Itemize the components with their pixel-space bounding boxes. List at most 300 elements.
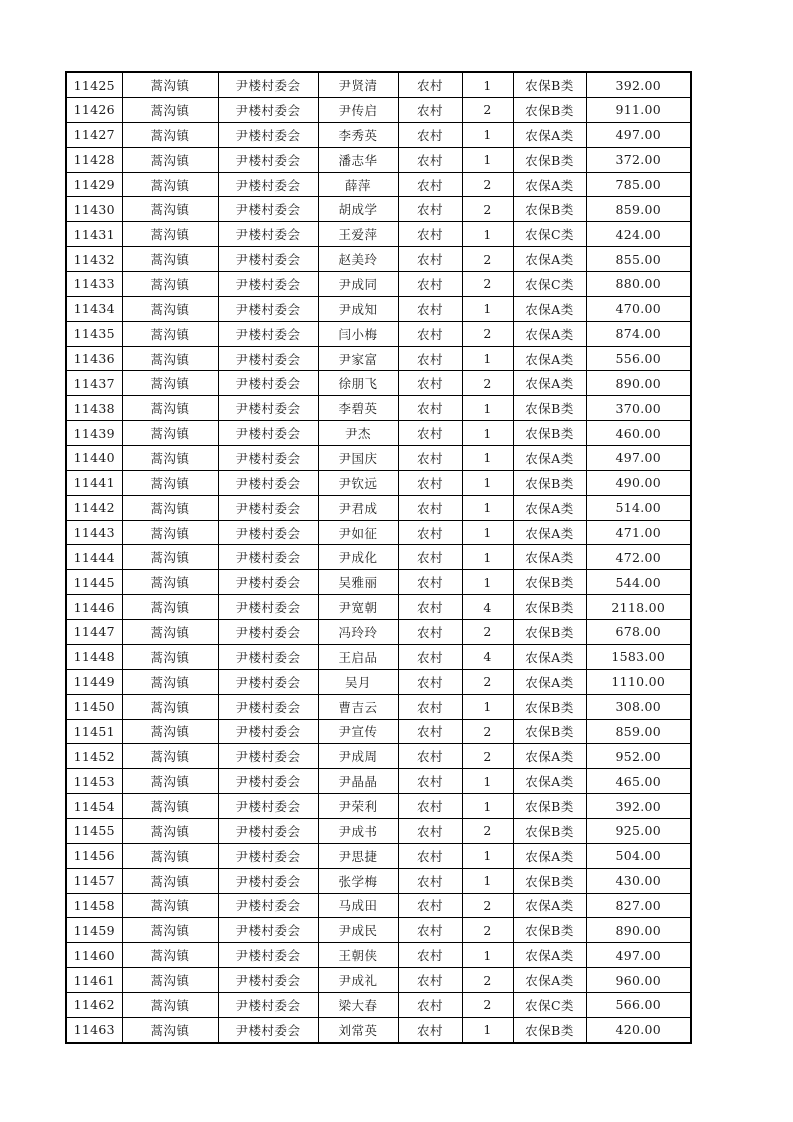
cell-insurance_category: 农保B类 <box>513 918 586 943</box>
cell-id: 11463 <box>66 1017 122 1043</box>
cell-insurance_category: 农保A类 <box>513 520 586 545</box>
table-row <box>66 868 691 893</box>
cell-residence: 农村 <box>398 421 462 446</box>
cell-name: 尹贤清 <box>318 72 398 98</box>
cell-name: 尹如征 <box>318 520 398 545</box>
cell-id: 11444 <box>66 545 122 570</box>
cell-residence: 农村 <box>398 744 462 769</box>
cell-village: 尹楼村委会 <box>218 72 318 98</box>
cell-village: 尹楼村委会 <box>218 421 318 446</box>
cell-village: 尹楼村委会 <box>218 296 318 321</box>
table-row <box>66 570 691 595</box>
cell-name: 闫小梅 <box>318 321 398 346</box>
cell-residence: 农村 <box>398 669 462 694</box>
cell-village: 尹楼村委会 <box>218 272 318 297</box>
cell-name: 吴月 <box>318 669 398 694</box>
cell-town: 蒿沟镇 <box>122 620 218 645</box>
cell-id: 11453 <box>66 769 122 794</box>
cell-id: 11429 <box>66 172 122 197</box>
cell-insurance_category: 农保B类 <box>513 868 586 893</box>
cell-residence: 农村 <box>398 98 462 123</box>
cell-household_count: 1 <box>462 868 513 893</box>
cell-village: 尹楼村委会 <box>218 644 318 669</box>
cell-id: 11457 <box>66 868 122 893</box>
cell-id: 11438 <box>66 396 122 421</box>
cell-name: 潘志华 <box>318 147 398 172</box>
cell-residence: 农村 <box>398 396 462 421</box>
cell-insurance_category: 农保B类 <box>513 818 586 843</box>
cell-id: 11431 <box>66 222 122 247</box>
table-row <box>66 1017 691 1043</box>
cell-amount: 925.00 <box>586 818 691 843</box>
cell-insurance_category: 农保B类 <box>513 72 586 98</box>
cell-name: 尹成知 <box>318 296 398 321</box>
cell-residence: 农村 <box>398 545 462 570</box>
table-row <box>66 495 691 520</box>
table-row <box>66 644 691 669</box>
cell-household_count: 1 <box>462 122 513 147</box>
cell-amount: 472.00 <box>586 545 691 570</box>
cell-residence: 农村 <box>398 495 462 520</box>
cell-household_count: 1 <box>462 545 513 570</box>
table-row <box>66 98 691 123</box>
cell-id: 11434 <box>66 296 122 321</box>
cell-town: 蒿沟镇 <box>122 843 218 868</box>
cell-id: 11451 <box>66 719 122 744</box>
cell-town: 蒿沟镇 <box>122 669 218 694</box>
cell-name: 曹吉云 <box>318 694 398 719</box>
cell-town: 蒿沟镇 <box>122 893 218 918</box>
table-row <box>66 744 691 769</box>
cell-insurance_category: 农保A类 <box>513 296 586 321</box>
cell-village: 尹楼村委会 <box>218 371 318 396</box>
table-row <box>66 421 691 446</box>
cell-household_count: 2 <box>462 371 513 396</box>
cell-insurance_category: 农保B类 <box>513 396 586 421</box>
cell-name: 梁大春 <box>318 992 398 1017</box>
cell-residence: 农村 <box>398 520 462 545</box>
cell-residence: 农村 <box>398 595 462 620</box>
table-row <box>66 918 691 943</box>
cell-amount: 471.00 <box>586 520 691 545</box>
table-row <box>66 172 691 197</box>
cell-amount: 392.00 <box>586 794 691 819</box>
cell-household_count: 2 <box>462 968 513 993</box>
cell-village: 尹楼村委会 <box>218 147 318 172</box>
cell-village: 尹楼村委会 <box>218 744 318 769</box>
cell-residence: 农村 <box>398 147 462 172</box>
cell-id: 11440 <box>66 446 122 471</box>
cell-town: 蒿沟镇 <box>122 446 218 471</box>
cell-name: 尹荣利 <box>318 794 398 819</box>
cell-id: 11456 <box>66 843 122 868</box>
cell-amount: 874.00 <box>586 321 691 346</box>
cell-residence: 农村 <box>398 694 462 719</box>
cell-town: 蒿沟镇 <box>122 272 218 297</box>
cell-town: 蒿沟镇 <box>122 694 218 719</box>
table-row <box>66 669 691 694</box>
cell-amount: 497.00 <box>586 943 691 968</box>
cell-insurance_category: 农保A类 <box>513 769 586 794</box>
cell-insurance_category: 农保A类 <box>513 545 586 570</box>
cell-residence: 农村 <box>398 72 462 98</box>
cell-residence: 农村 <box>398 371 462 396</box>
cell-insurance_category: 农保B类 <box>513 1017 586 1043</box>
cell-insurance_category: 农保A类 <box>513 122 586 147</box>
cell-amount: 497.00 <box>586 122 691 147</box>
cell-household_count: 2 <box>462 197 513 222</box>
table-row <box>66 371 691 396</box>
cell-town: 蒿沟镇 <box>122 346 218 371</box>
cell-village: 尹楼村委会 <box>218 669 318 694</box>
cell-village: 尹楼村委会 <box>218 769 318 794</box>
cell-amount: 556.00 <box>586 346 691 371</box>
cell-amount: 1583.00 <box>586 644 691 669</box>
cell-town: 蒿沟镇 <box>122 98 218 123</box>
cell-id: 11452 <box>66 744 122 769</box>
cell-household_count: 1 <box>462 570 513 595</box>
cell-household_count: 1 <box>462 520 513 545</box>
cell-household_count: 1 <box>462 396 513 421</box>
cell-id: 11445 <box>66 570 122 595</box>
cell-amount: 1110.00 <box>586 669 691 694</box>
cell-village: 尹楼村委会 <box>218 346 318 371</box>
cell-insurance_category: 农保A类 <box>513 893 586 918</box>
cell-name: 尹宣传 <box>318 719 398 744</box>
table-row <box>66 545 691 570</box>
cell-id: 11442 <box>66 495 122 520</box>
cell-town: 蒿沟镇 <box>122 818 218 843</box>
cell-household_count: 2 <box>462 247 513 272</box>
cell-id: 11428 <box>66 147 122 172</box>
cell-id: 11430 <box>66 197 122 222</box>
cell-id: 11460 <box>66 943 122 968</box>
cell-id: 11459 <box>66 918 122 943</box>
cell-name: 尹杰 <box>318 421 398 446</box>
table-row <box>66 843 691 868</box>
cell-village: 尹楼村委会 <box>218 818 318 843</box>
cell-id: 11426 <box>66 98 122 123</box>
cell-household_count: 2 <box>462 669 513 694</box>
cell-insurance_category: 农保A类 <box>513 495 586 520</box>
cell-id: 11455 <box>66 818 122 843</box>
cell-residence: 农村 <box>398 968 462 993</box>
table-row <box>66 694 691 719</box>
cell-village: 尹楼村委会 <box>218 719 318 744</box>
cell-village: 尹楼村委会 <box>218 893 318 918</box>
cell-town: 蒿沟镇 <box>122 296 218 321</box>
cell-household_count: 2 <box>462 744 513 769</box>
cell-id: 11433 <box>66 272 122 297</box>
cell-town: 蒿沟镇 <box>122 122 218 147</box>
cell-id: 11436 <box>66 346 122 371</box>
cell-household_count: 1 <box>462 769 513 794</box>
cell-insurance_category: 农保A类 <box>513 446 586 471</box>
cell-id: 11432 <box>66 247 122 272</box>
cell-amount: 880.00 <box>586 272 691 297</box>
cell-amount: 372.00 <box>586 147 691 172</box>
table-row <box>66 72 691 98</box>
cell-id: 11443 <box>66 520 122 545</box>
table-row <box>66 446 691 471</box>
cell-amount: 430.00 <box>586 868 691 893</box>
cell-town: 蒿沟镇 <box>122 943 218 968</box>
table-row <box>66 595 691 620</box>
cell-residence: 农村 <box>398 296 462 321</box>
cell-name: 李碧英 <box>318 396 398 421</box>
cell-id: 11449 <box>66 669 122 694</box>
cell-household_count: 1 <box>462 72 513 98</box>
cell-village: 尹楼村委会 <box>218 794 318 819</box>
cell-amount: 2118.00 <box>586 595 691 620</box>
cell-town: 蒿沟镇 <box>122 197 218 222</box>
cell-name: 尹成同 <box>318 272 398 297</box>
cell-town: 蒿沟镇 <box>122 968 218 993</box>
records-table-body <box>66 72 691 1043</box>
cell-household_count: 1 <box>462 421 513 446</box>
cell-town: 蒿沟镇 <box>122 321 218 346</box>
cell-village: 尹楼村委会 <box>218 197 318 222</box>
cell-household_count: 2 <box>462 321 513 346</box>
cell-village: 尹楼村委会 <box>218 545 318 570</box>
table-row <box>66 122 691 147</box>
cell-household_count: 2 <box>462 620 513 645</box>
cell-town: 蒿沟镇 <box>122 570 218 595</box>
cell-household_count: 2 <box>462 172 513 197</box>
cell-name: 薛萍 <box>318 172 398 197</box>
table-row <box>66 147 691 172</box>
cell-town: 蒿沟镇 <box>122 495 218 520</box>
cell-household_count: 4 <box>462 644 513 669</box>
cell-residence: 农村 <box>398 992 462 1017</box>
cell-residence: 农村 <box>398 818 462 843</box>
cell-name: 吴雅丽 <box>318 570 398 595</box>
cell-name: 尹传启 <box>318 98 398 123</box>
cell-household_count: 1 <box>462 843 513 868</box>
cell-id: 11461 <box>66 968 122 993</box>
cell-name: 尹钦远 <box>318 470 398 495</box>
table-row <box>66 222 691 247</box>
cell-household_count: 1 <box>462 296 513 321</box>
cell-insurance_category: 农保A类 <box>513 247 586 272</box>
cell-household_count: 1 <box>462 222 513 247</box>
cell-village: 尹楼村委会 <box>218 918 318 943</box>
cell-household_count: 1 <box>462 943 513 968</box>
table-row <box>66 719 691 744</box>
cell-town: 蒿沟镇 <box>122 918 218 943</box>
cell-town: 蒿沟镇 <box>122 222 218 247</box>
cell-name: 冯玲玲 <box>318 620 398 645</box>
cell-household_count: 1 <box>462 470 513 495</box>
cell-name: 尹晶晶 <box>318 769 398 794</box>
cell-name: 尹思捷 <box>318 843 398 868</box>
table-row <box>66 321 691 346</box>
cell-village: 尹楼村委会 <box>218 1017 318 1043</box>
cell-village: 尹楼村委会 <box>218 495 318 520</box>
cell-residence: 农村 <box>398 470 462 495</box>
cell-residence: 农村 <box>398 1017 462 1043</box>
cell-household_count: 1 <box>462 147 513 172</box>
cell-household_count: 2 <box>462 893 513 918</box>
cell-id: 11427 <box>66 122 122 147</box>
cell-household_count: 2 <box>462 272 513 297</box>
table-row <box>66 620 691 645</box>
cell-household_count: 1 <box>462 446 513 471</box>
cell-amount: 370.00 <box>586 396 691 421</box>
cell-insurance_category: 农保B类 <box>513 197 586 222</box>
cell-residence: 农村 <box>398 843 462 868</box>
cell-household_count: 4 <box>462 595 513 620</box>
cell-name: 刘常英 <box>318 1017 398 1043</box>
cell-name: 徐朋飞 <box>318 371 398 396</box>
cell-town: 蒿沟镇 <box>122 868 218 893</box>
records-table <box>65 71 692 1044</box>
cell-id: 11439 <box>66 421 122 446</box>
cell-amount: 544.00 <box>586 570 691 595</box>
cell-insurance_category: 农保A类 <box>513 346 586 371</box>
cell-id: 11454 <box>66 794 122 819</box>
cell-household_count: 1 <box>462 495 513 520</box>
cell-village: 尹楼村委会 <box>218 122 318 147</box>
cell-town: 蒿沟镇 <box>122 992 218 1017</box>
cell-residence: 农村 <box>398 943 462 968</box>
cell-id: 11448 <box>66 644 122 669</box>
cell-amount: 960.00 <box>586 968 691 993</box>
cell-insurance_category: 农保A类 <box>513 644 586 669</box>
table-row <box>66 396 691 421</box>
cell-amount: 308.00 <box>586 694 691 719</box>
cell-amount: 827.00 <box>586 893 691 918</box>
cell-name: 尹国庆 <box>318 446 398 471</box>
cell-household_count: 1 <box>462 794 513 819</box>
cell-amount: 470.00 <box>586 296 691 321</box>
cell-amount: 460.00 <box>586 421 691 446</box>
cell-amount: 566.00 <box>586 992 691 1017</box>
cell-insurance_category: 农保A类 <box>513 172 586 197</box>
cell-town: 蒿沟镇 <box>122 421 218 446</box>
cell-residence: 农村 <box>398 918 462 943</box>
cell-town: 蒿沟镇 <box>122 470 218 495</box>
cell-id: 11435 <box>66 321 122 346</box>
cell-household_count: 1 <box>462 694 513 719</box>
cell-amount: 855.00 <box>586 247 691 272</box>
cell-amount: 859.00 <box>586 197 691 222</box>
cell-residence: 农村 <box>398 197 462 222</box>
cell-town: 蒿沟镇 <box>122 794 218 819</box>
cell-residence: 农村 <box>398 794 462 819</box>
cell-amount: 952.00 <box>586 744 691 769</box>
cell-household_count: 2 <box>462 992 513 1017</box>
cell-village: 尹楼村委会 <box>218 943 318 968</box>
cell-residence: 农村 <box>398 893 462 918</box>
cell-insurance_category: 农保B类 <box>513 570 586 595</box>
cell-residence: 农村 <box>398 247 462 272</box>
cell-town: 蒿沟镇 <box>122 72 218 98</box>
cell-residence: 农村 <box>398 222 462 247</box>
table-row <box>66 520 691 545</box>
cell-village: 尹楼村委会 <box>218 620 318 645</box>
cell-town: 蒿沟镇 <box>122 172 218 197</box>
cell-id: 11425 <box>66 72 122 98</box>
cell-insurance_category: 农保A类 <box>513 843 586 868</box>
cell-amount: 424.00 <box>586 222 691 247</box>
cell-id: 11450 <box>66 694 122 719</box>
cell-insurance_category: 农保C类 <box>513 272 586 297</box>
cell-village: 尹楼村委会 <box>218 396 318 421</box>
cell-id: 11441 <box>66 470 122 495</box>
cell-insurance_category: 农保B类 <box>513 470 586 495</box>
cell-amount: 420.00 <box>586 1017 691 1043</box>
cell-household_count: 1 <box>462 1017 513 1043</box>
table-row <box>66 272 691 297</box>
cell-residence: 农村 <box>398 719 462 744</box>
cell-amount: 890.00 <box>586 371 691 396</box>
cell-town: 蒿沟镇 <box>122 147 218 172</box>
cell-insurance_category: 农保A类 <box>513 669 586 694</box>
cell-name: 尹成周 <box>318 744 398 769</box>
cell-village: 尹楼村委会 <box>218 968 318 993</box>
cell-village: 尹楼村委会 <box>218 694 318 719</box>
cell-household_count: 2 <box>462 98 513 123</box>
cell-insurance_category: 农保B类 <box>513 694 586 719</box>
cell-insurance_category: 农保A类 <box>513 943 586 968</box>
cell-town: 蒿沟镇 <box>122 371 218 396</box>
cell-town: 蒿沟镇 <box>122 595 218 620</box>
cell-amount: 911.00 <box>586 98 691 123</box>
cell-id: 11462 <box>66 992 122 1017</box>
table-row <box>66 197 691 222</box>
cell-insurance_category: 农保B类 <box>513 719 586 744</box>
cell-town: 蒿沟镇 <box>122 520 218 545</box>
cell-town: 蒿沟镇 <box>122 247 218 272</box>
table-row <box>66 769 691 794</box>
cell-amount: 859.00 <box>586 719 691 744</box>
cell-residence: 农村 <box>398 769 462 794</box>
table-row <box>66 968 691 993</box>
table-row <box>66 818 691 843</box>
cell-id: 11458 <box>66 893 122 918</box>
cell-insurance_category: 农保B类 <box>513 794 586 819</box>
cell-amount: 490.00 <box>586 470 691 495</box>
cell-village: 尹楼村委会 <box>218 595 318 620</box>
cell-insurance_category: 农保A类 <box>513 744 586 769</box>
cell-insurance_category: 农保B类 <box>513 620 586 645</box>
cell-amount: 504.00 <box>586 843 691 868</box>
table-row <box>66 247 691 272</box>
cell-village: 尹楼村委会 <box>218 222 318 247</box>
cell-insurance_category: 农保A类 <box>513 371 586 396</box>
cell-household_count: 1 <box>462 346 513 371</box>
cell-insurance_category: 农保B类 <box>513 421 586 446</box>
cell-residence: 农村 <box>398 122 462 147</box>
cell-insurance_category: 农保B类 <box>513 98 586 123</box>
cell-amount: 678.00 <box>586 620 691 645</box>
cell-town: 蒿沟镇 <box>122 769 218 794</box>
cell-name: 王朝侠 <box>318 943 398 968</box>
cell-household_count: 2 <box>462 818 513 843</box>
cell-insurance_category: 农保C类 <box>513 992 586 1017</box>
cell-name: 尹成化 <box>318 545 398 570</box>
cell-insurance_category: 农保B类 <box>513 147 586 172</box>
cell-name: 尹家富 <box>318 346 398 371</box>
cell-amount: 514.00 <box>586 495 691 520</box>
cell-household_count: 2 <box>462 918 513 943</box>
cell-name: 张学梅 <box>318 868 398 893</box>
cell-amount: 497.00 <box>586 446 691 471</box>
table-row <box>66 893 691 918</box>
cell-village: 尹楼村委会 <box>218 570 318 595</box>
cell-insurance_category: 农保C类 <box>513 222 586 247</box>
